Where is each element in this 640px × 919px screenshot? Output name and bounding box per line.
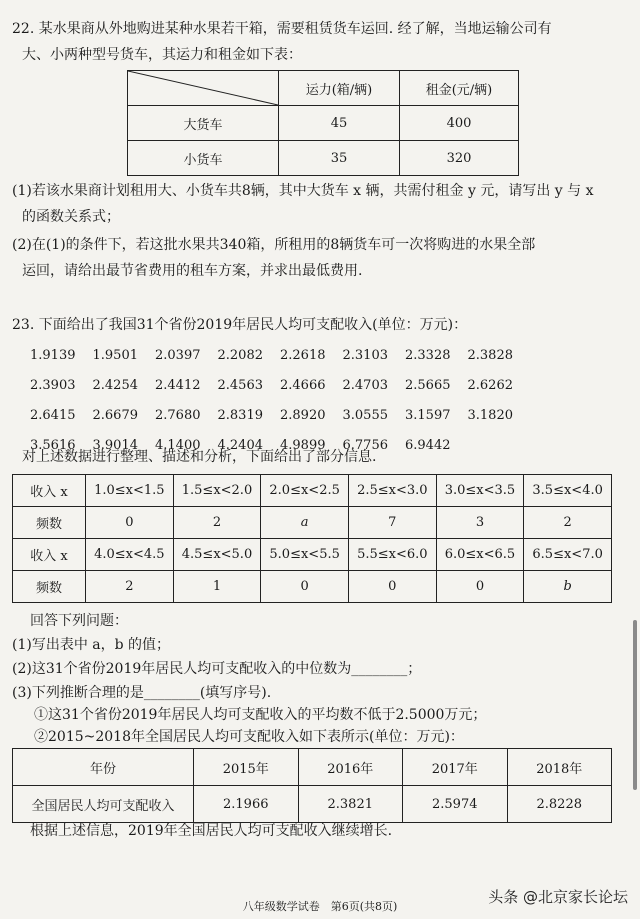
number: 2.2082 xyxy=(217,347,263,363)
number: 2.4666 xyxy=(280,377,326,393)
freq-cell: 6.5≤x<7.0 xyxy=(524,539,612,571)
number: 2.3103 xyxy=(342,347,388,363)
q23-year-table xyxy=(12,748,612,823)
freq-cell: 4.5≤x<5.0 xyxy=(173,539,261,571)
q23-number-list xyxy=(30,340,530,460)
year-cell: 2018年 xyxy=(507,749,612,786)
freq-cell: 0 xyxy=(261,571,349,603)
q22-cell: 小货车 xyxy=(128,141,279,176)
number: 3.0555 xyxy=(342,407,388,423)
q23-option2: ②2015~2018年全国居民人均可支配收入如下表所示(单位：万元)： xyxy=(34,729,464,745)
number: 2.7680 xyxy=(155,407,201,423)
number: 2.6679 xyxy=(92,407,138,423)
freq-cell: b xyxy=(524,571,612,603)
number: 2.6415 xyxy=(30,407,76,423)
number: 2.3328 xyxy=(405,347,451,363)
q22-part2-line2: 运回，请给出最节省费用的租车方案，并求出最低费用. xyxy=(22,263,363,279)
freq-cell: 2.5≤x<3.0 xyxy=(348,475,436,507)
q22-header-rent: 租金(元/辆) xyxy=(400,71,519,106)
freq-cell: 5.0≤x<5.5 xyxy=(261,539,349,571)
q22-cell: 400 xyxy=(400,106,519,141)
number: 2.5665 xyxy=(405,377,451,393)
answer-prompt: 回答下列问题： xyxy=(30,613,128,629)
number: 1.9501 xyxy=(92,347,138,363)
freq-cell: 5.5≤x<6.0 xyxy=(348,539,436,571)
q22-table xyxy=(127,70,519,176)
freq-cell: 频数 xyxy=(13,571,86,603)
freq-cell: 频数 xyxy=(13,507,86,539)
q22-part2-line1: (2)在(1)的条件下，若这批水果共340箱，所租用的8辆货车可一次将购进的水果全部 xyxy=(12,237,536,253)
q22-line2: 大、小两种型号货车，其运力和租金如下表： xyxy=(22,47,302,63)
q23-frequency-table xyxy=(12,474,612,603)
number: 2.6262 xyxy=(467,377,513,393)
number: 2.4412 xyxy=(155,377,201,393)
q23-line1: 23. 下面给出了我国31个省份2019年居民人均可支配收入(单位：万元)： xyxy=(12,317,468,333)
q22-cell: 45 xyxy=(279,106,400,141)
number: 2.2618 xyxy=(280,347,326,363)
freq-cell: 1.5≤x<2.0 xyxy=(173,475,261,507)
freq-cell: 0 xyxy=(436,571,524,603)
q22-line1: 22. 某水果商从外地购进某种水果若干箱，需要租赁货车运回. 经了解，当地运输公司有 xyxy=(12,21,552,37)
number-row xyxy=(30,400,530,430)
freq-cell: 7 xyxy=(348,507,436,539)
freq-cell: a xyxy=(261,507,349,539)
q22-table-corner xyxy=(128,71,279,106)
q23-option1: ①这31个省份2019年居民人均可支配收入的平均数不低于2.5000万元； xyxy=(34,707,487,723)
number: 6.7756 xyxy=(342,437,388,453)
number: 2.4703 xyxy=(342,377,388,393)
freq-cell: 2 xyxy=(86,571,174,603)
q23-intro: 对上述数据进行整理、描述和分析，下面给出了部分信息. xyxy=(22,449,377,465)
number-row xyxy=(30,340,530,370)
number: 2.0397 xyxy=(155,347,201,363)
number: 3.5616 xyxy=(30,437,76,453)
watermark: 头条 @北京家长论坛 xyxy=(488,888,628,906)
freq-cell: 2 xyxy=(173,507,261,539)
year-cell: 2016年 xyxy=(298,749,403,786)
diagonal-line xyxy=(128,71,278,105)
freq-cell: 收入 x xyxy=(13,539,86,571)
number-row xyxy=(30,370,530,400)
q23-conclusion: 根据上述信息，2019年全国居民人均可支配收入继续增长. xyxy=(30,823,393,839)
q22-cell: 320 xyxy=(400,141,519,176)
q22-cell: 35 xyxy=(279,141,400,176)
year-cell: 2.3821 xyxy=(298,786,403,823)
number: 3.1820 xyxy=(467,407,513,423)
q22-part1-line1: (1)若该水果商计划租用大、小货车共8辆，其中大货车 x 辆，共需付租金 y 元，请写出 y 与 x xyxy=(12,183,594,199)
q22-part1-line2: 的函数关系式； xyxy=(22,209,120,225)
number: 3.1597 xyxy=(405,407,451,423)
scrollbar[interactable] xyxy=(633,620,637,790)
number: 1.9139 xyxy=(30,347,76,363)
freq-cell: 1 xyxy=(173,571,261,603)
number: 2.3903 xyxy=(30,377,76,393)
page-footer: 八年级数学试卷 第6页(共8页) xyxy=(242,900,398,913)
freq-cell: 2 xyxy=(524,507,612,539)
q23-part1: (1)写出表中 a，b 的值； xyxy=(12,637,171,653)
year-cell: 年份 xyxy=(13,749,194,786)
number: 2.4254 xyxy=(92,377,138,393)
q22-header-capacity: 运力(箱/辆) xyxy=(279,71,400,106)
freq-cell: 4.0≤x<4.5 xyxy=(86,539,174,571)
freq-cell: 3 xyxy=(436,507,524,539)
number: 2.3828 xyxy=(467,347,513,363)
freq-cell: 0 xyxy=(86,507,174,539)
freq-cell: 3.0≤x<3.5 xyxy=(436,475,524,507)
freq-cell: 3.5≤x<4.0 xyxy=(524,475,612,507)
number: 3.9014 xyxy=(92,437,138,453)
freq-cell: 6.0≤x<6.5 xyxy=(436,539,524,571)
freq-cell: 1.0≤x<1.5 xyxy=(86,475,174,507)
year-cell: 全国居民人均可支配收入 xyxy=(13,786,194,823)
number: 4.9899 xyxy=(280,437,326,453)
number: 2.8920 xyxy=(280,407,326,423)
year-cell: 2.1966 xyxy=(194,786,299,823)
number: 6.9442 xyxy=(405,437,451,453)
year-cell: 2.8228 xyxy=(507,786,612,823)
q23-part3: (3)下列推断合理的是________(填写序号). xyxy=(12,685,272,701)
q22-cell: 大货车 xyxy=(128,106,279,141)
year-cell: 2015年 xyxy=(194,749,299,786)
number: 4.2404 xyxy=(217,437,263,453)
number: 2.8319 xyxy=(217,407,263,423)
freq-cell: 2.0≤x<2.5 xyxy=(261,475,349,507)
freq-cell: 收入 x xyxy=(13,475,86,507)
number: 4.1400 xyxy=(155,437,201,453)
number: 2.4563 xyxy=(217,377,263,393)
year-cell: 2.5974 xyxy=(403,786,508,823)
q23-part2: (2)这31个省份2019年居民人均可支配收入的中位数为________； xyxy=(12,661,422,677)
year-cell: 2017年 xyxy=(403,749,508,786)
freq-cell: 0 xyxy=(348,571,436,603)
